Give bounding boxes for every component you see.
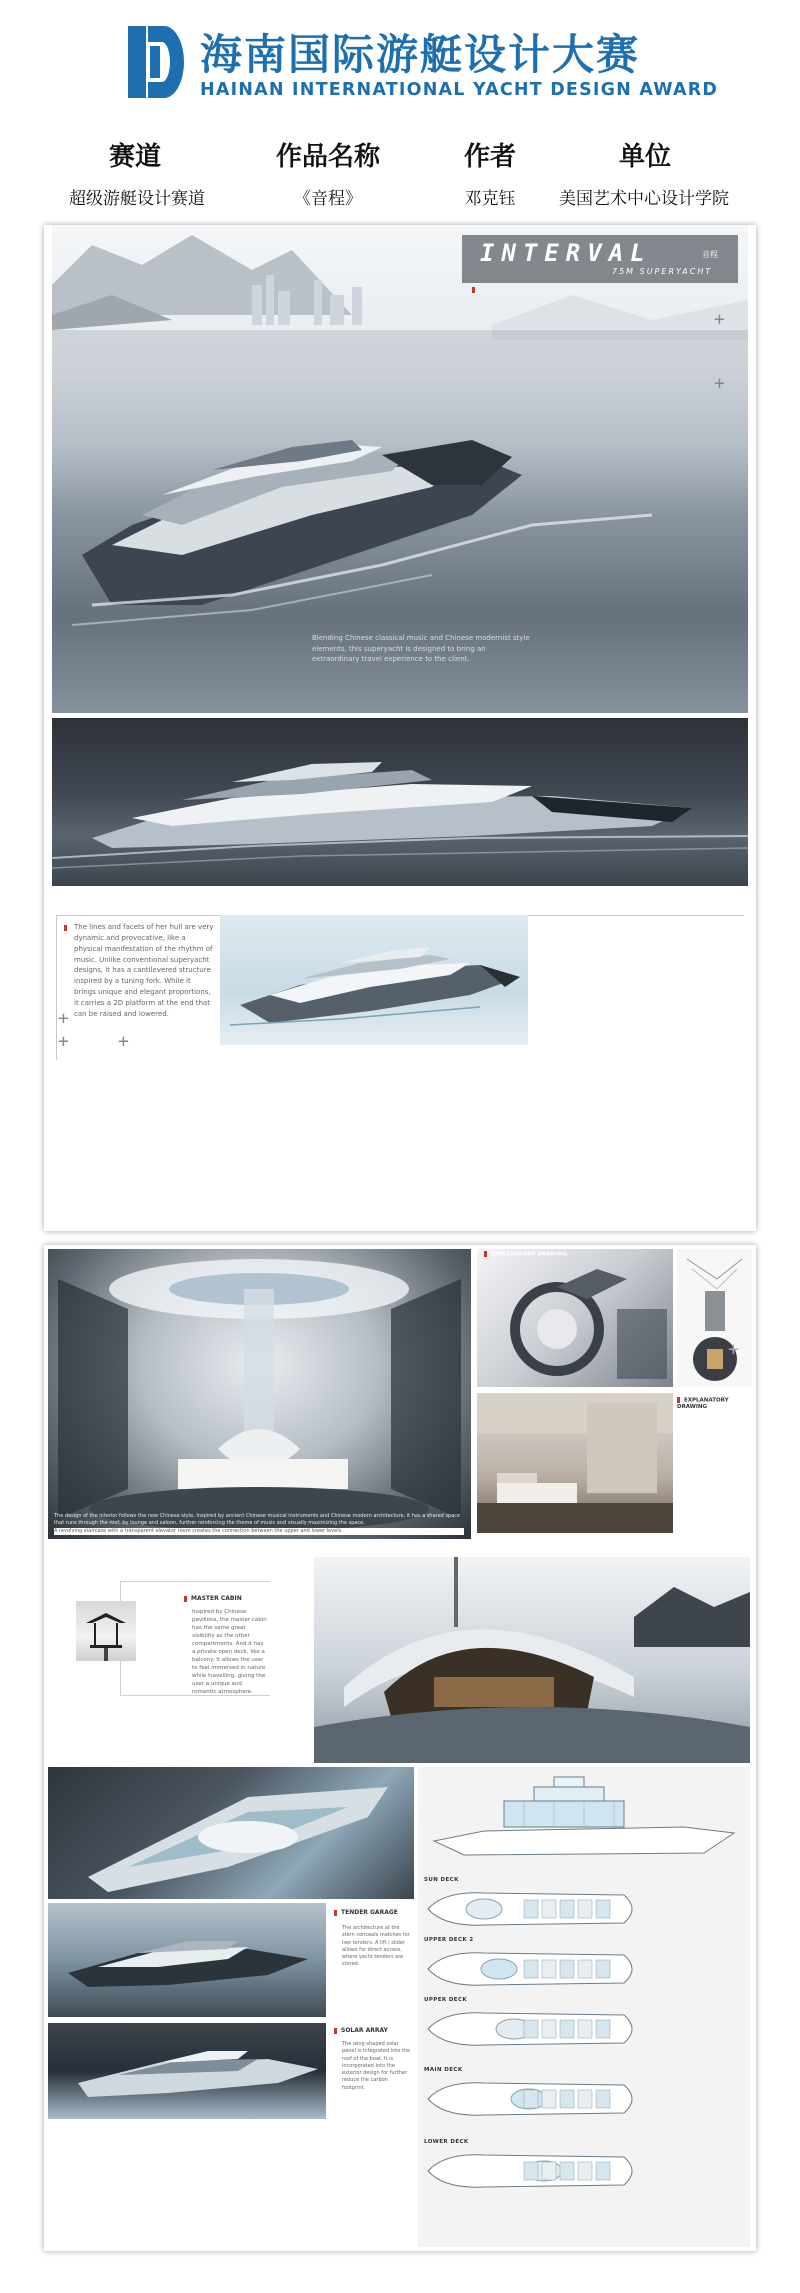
deck-plan-drawing xyxy=(424,2149,644,2193)
deck-plan-drawing xyxy=(424,2007,644,2051)
tender-garage-text: The architecture at the stern conceals matches for two tenders. A lift / slider allows for direct access, where yacht tenders are stored. xyxy=(342,1925,410,1968)
track-value: 超级游艇设计赛道 xyxy=(69,189,205,209)
deck-plan-drawing xyxy=(424,2077,644,2121)
hero-caption: Blending Chinese classical music and Chinese modernist style elements, this superyacht is designed to bring an extraordinary travel experience to the client. xyxy=(312,634,530,663)
staircase-scene xyxy=(477,1249,673,1387)
deck-label: SUN DECK xyxy=(424,1877,459,1883)
solar-array-text: The wing-shaped solar panel is integrated into the roof of the boat. It is incorporated into the exterior design for further reduce the carbon footprint. xyxy=(342,2041,411,2091)
solar-array-render xyxy=(48,2023,326,2119)
interior-atrium-render xyxy=(48,1249,471,1539)
profile-section-drawing xyxy=(424,1771,744,1867)
solar-array-title-text: SOLAR ARRAY xyxy=(341,2027,388,2034)
tender-garage-render xyxy=(48,1903,326,2017)
master-cabin-scene xyxy=(314,1557,750,1763)
design-board-1 xyxy=(44,225,756,1231)
detail-sketches xyxy=(677,1249,752,1387)
deck-label: MAIN DECK xyxy=(424,2067,463,2073)
detail-column-sketch xyxy=(677,1249,752,1387)
logo-banner xyxy=(462,235,738,283)
institution-value: 美国艺术中心设计学院 xyxy=(559,189,729,209)
competition-title-cn: 海南国际游艇设计大赛 xyxy=(200,30,641,79)
master-cabin-title-text: MASTER CABIN xyxy=(191,1595,242,1602)
explanatory-label-1 xyxy=(484,1251,568,1258)
work-name-heading: 作品名称 xyxy=(275,142,380,172)
master-cabin-render xyxy=(314,1557,750,1763)
interior-caption-1: The design of the interior follows the new Chinese style. Inspired by ancient Chinese musical instruments and Chinese modern architecture, it has a shared space that runs through the roof, by lounge and saloon, further reinforcing the theme of music and visually maximizing the space. xyxy=(54,1513,461,1526)
red-marker xyxy=(64,925,67,931)
side-yacht-render xyxy=(52,718,748,886)
pavilion-photo xyxy=(76,1601,136,1661)
competition-title-en: HAINAN INTERNATIONAL YACHT DESIGN AWARD xyxy=(200,80,719,100)
work-name-value: 《音程》 xyxy=(294,189,362,209)
yacht-subtitle: 75M SUPERYACHT xyxy=(612,267,713,276)
tender-garage-title xyxy=(334,1909,398,1916)
master-cabin-text: Inspired by Chinese pavilions, the master cabin has the same great visibility as the other compartments. And it has a private open deck, like a balcony. It allows the user to feel immersed in nature while travelling, giving the user a unique and romantic atmosphere. xyxy=(192,1609,267,1695)
plus-mark: + xyxy=(714,309,725,330)
plus-mark: + xyxy=(58,1008,69,1029)
red-marker xyxy=(677,1397,680,1403)
explanatory-label-2 xyxy=(677,1397,752,1410)
solar-array-title xyxy=(334,2027,388,2034)
lounge-render xyxy=(477,1393,673,1533)
master-cabin-title xyxy=(184,1595,242,1602)
deck-plan-drawing xyxy=(424,1887,644,1931)
interior-caption-2: A revolving staircase with a transparent elevator room creates the connection between the upper and lower levels. xyxy=(54,1528,464,1535)
explanatory-label-1-text: EXPLANATORY DRAWING xyxy=(491,1251,568,1258)
deck-label: LOWER DECK xyxy=(424,2139,469,2145)
plus-mark: + xyxy=(58,1031,69,1052)
deck-label: UPPER DECK xyxy=(424,1997,468,2003)
red-marker xyxy=(334,2028,337,2034)
top-view-render xyxy=(48,1767,414,1899)
red-marker xyxy=(334,1910,337,1916)
atrium-scene xyxy=(48,1249,471,1539)
red-marker xyxy=(184,1596,187,1602)
header xyxy=(0,0,800,220)
deck-plans-panel xyxy=(418,1767,750,2247)
top-view-scene xyxy=(48,1767,414,1899)
sketch-scene xyxy=(220,915,528,1045)
author-value: 邓克钰 xyxy=(464,189,516,209)
solar-scene xyxy=(48,2023,326,2119)
hero-yacht-render xyxy=(52,225,748,713)
sketch-yacht-render xyxy=(220,915,528,1045)
pavilion-icon xyxy=(76,1601,136,1661)
side-scene xyxy=(52,718,748,886)
tender-scene xyxy=(48,1903,326,2017)
hull-description: The lines and facets of her hull are very dynamic and provocative, like a physical manifestation of the rhythm of music. Unlike conventional superyacht designs, it has a cantilevered structure inspired by a tuning fork. While it brings unique and elegant proportions, it carries a 2D platform at the end that can be raised and lowered. xyxy=(74,923,214,1018)
competition-logo xyxy=(128,26,184,98)
track-heading: 赛道 xyxy=(108,142,161,172)
plus-mark: + xyxy=(714,373,725,394)
tender-garage-title-text: TENDER GARAGE xyxy=(341,1909,398,1916)
design-board-2 xyxy=(44,1245,756,2251)
deck-plan-drawing xyxy=(424,1947,644,1991)
plus-mark: + xyxy=(118,1031,129,1052)
interval-logo-cn: 音程 xyxy=(702,250,718,259)
plus-mark: + xyxy=(728,1339,739,1360)
red-marker xyxy=(472,287,475,293)
interval-logo: INTERVAL xyxy=(480,239,652,267)
institution-heading: 单位 xyxy=(618,142,671,172)
lounge-scene xyxy=(477,1393,673,1533)
author-heading: 作者 xyxy=(463,142,516,172)
explanatory-label-2-text: EXPLANATORY DRAWING xyxy=(677,1397,729,1410)
red-marker xyxy=(484,1251,487,1257)
staircase-render xyxy=(477,1249,673,1387)
deck-label: UPPER DECK 2 xyxy=(424,1937,474,1943)
